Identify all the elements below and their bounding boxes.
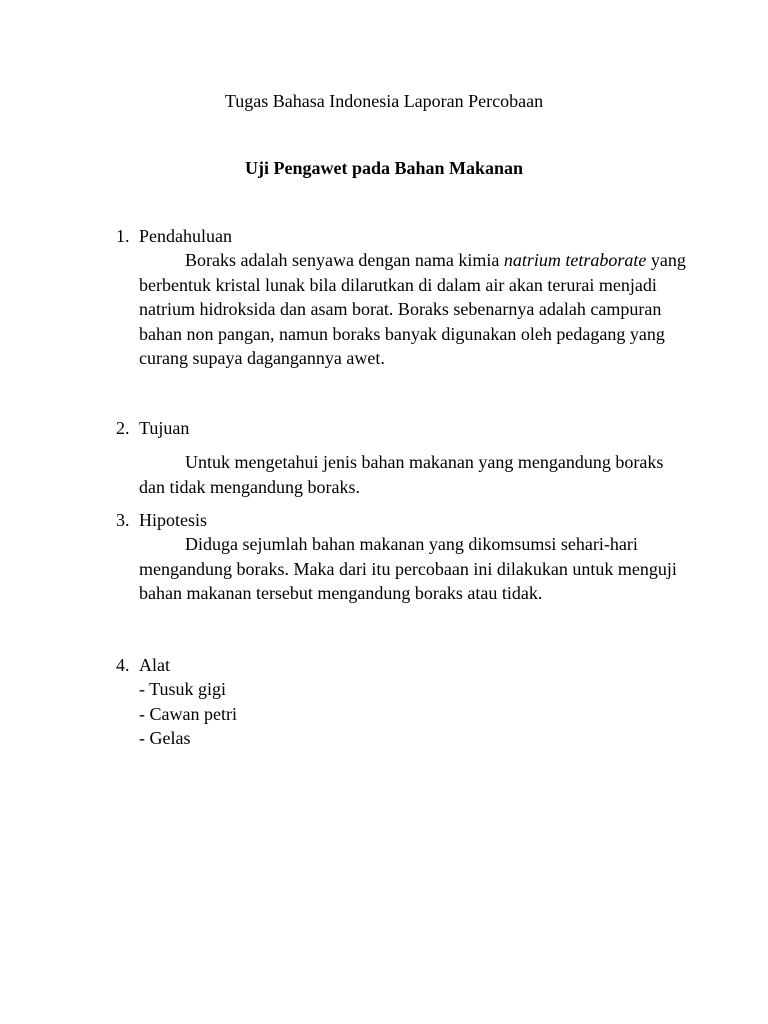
section-number: 3. bbox=[116, 510, 130, 530]
section-heading bbox=[116, 416, 686, 440]
section-heading bbox=[116, 653, 686, 677]
paragraph-text: yang berbentuk kristal lunak bila dilarutkan di dalam air akan terurai menjadi natrium hidroksida dan asam borat. Boraks sebenarnya adalah campuran bahan non pangan, namun boraks banyak digunakan oleh pedagang yang curang supaya dagangannya awet. bbox=[139, 250, 686, 369]
section-number: 1. bbox=[116, 226, 130, 246]
section-number: 2. bbox=[116, 418, 130, 438]
section-title: Pendahuluan bbox=[139, 226, 232, 246]
section-hipotesis bbox=[116, 508, 686, 606]
paragraph-text: Boraks adalah senyawa dengan nama kimia bbox=[185, 250, 504, 271]
section-tujuan bbox=[116, 416, 686, 499]
document-title: Tugas Bahasa Indonesia Laporan Percobaan bbox=[224, 91, 544, 111]
section-heading bbox=[116, 508, 686, 532]
list-item: - Tusuk gigi bbox=[139, 679, 227, 700]
section-paragraph: Untuk mengetahui jenis bahan makanan yang mengandung boraks dan tidak mengandung boraks. bbox=[139, 452, 664, 497]
section-title: Tujuan bbox=[139, 418, 190, 438]
section-number: 4. bbox=[116, 655, 130, 675]
section-paragraph bbox=[139, 248, 686, 370]
chemical-name-italic: natrium tetraborate bbox=[503, 250, 647, 271]
list-item: - Gelas bbox=[139, 728, 191, 749]
section-heading bbox=[116, 224, 686, 248]
section-pendahuluan bbox=[116, 224, 686, 370]
section-alat bbox=[116, 653, 686, 751]
section-title: Alat bbox=[139, 655, 170, 675]
section-paragraph: Diduga sejumlah bahan makanan yang dikomsumsi sehari-hari mengandung boraks. Maka dari itu percobaan ini dilakukan untuk menguji bahan makanan tersebut mengandung boraks atau tidak. bbox=[139, 534, 677, 604]
list-item: - Cawan petri bbox=[139, 703, 237, 724]
document-subtitle: Uji Pengawet pada Bahan Makanan bbox=[244, 158, 524, 178]
section-title: Hipotesis bbox=[139, 510, 208, 530]
